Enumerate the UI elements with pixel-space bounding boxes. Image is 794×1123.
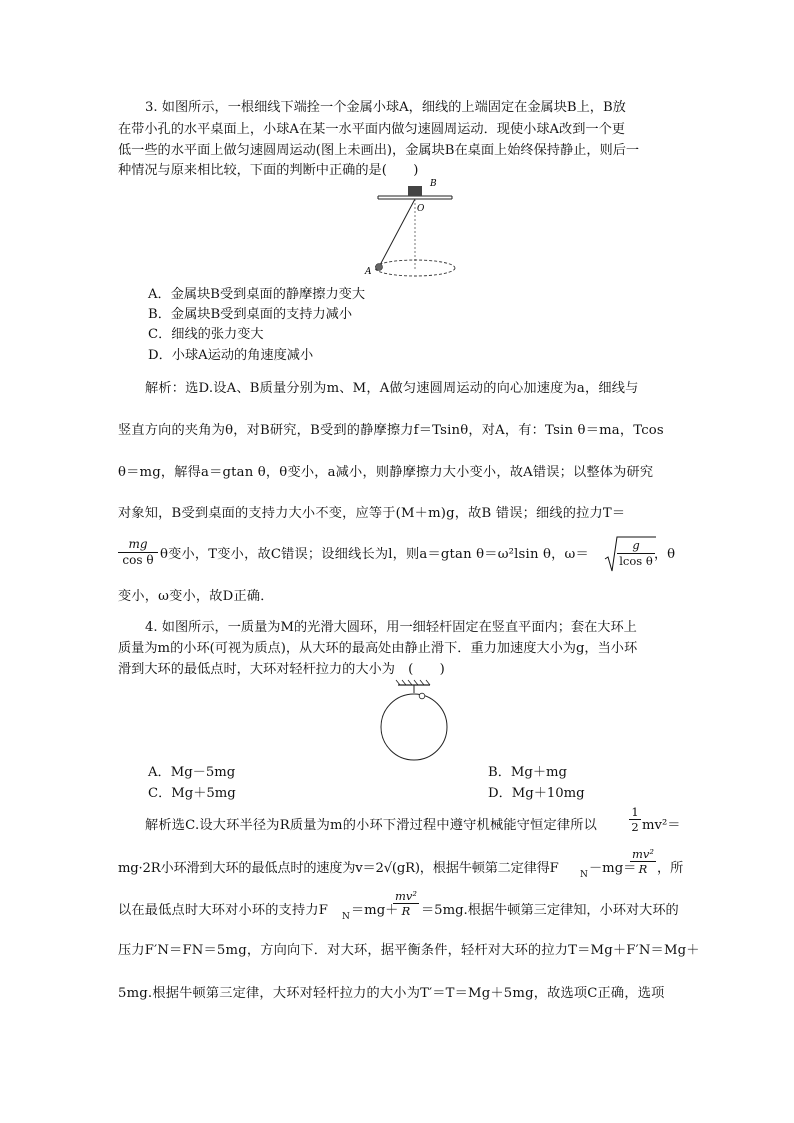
q4-text-line-1: 4. 如图所示，一质量为M的光滑大圆环，用一细轻杆固定在竖直平面内；套在大环上 xyxy=(145,620,637,635)
frac2-denominator: R xyxy=(401,904,411,918)
q3-text-line-3: 低一些的水平面上做匀速圆周运动(图上未画出)，金属块B在桌面上始终保持静止，则后一 xyxy=(118,143,640,158)
q4-solution-line-3: 以在最低点时大环对小环的支持力F xyxy=(118,903,329,918)
q4-solution-line-2-tail: ，所 xyxy=(657,861,684,876)
q3-solution-line-1: 解析：选D.设A、B质量分别为m、M，A做匀速圆周运动的向心加速度为a，细线与 xyxy=(145,381,639,396)
q3-theta-tail: ，θ xyxy=(654,547,676,562)
q3-option-a: A．金属块B受到桌面的静摩擦力变大 xyxy=(148,287,366,302)
ball-a xyxy=(376,264,383,271)
q4-text-line-3: 滑到大环的最低点时，大环对轻杆拉力的大小为 ( ) xyxy=(118,662,445,677)
half-numerator: 1 xyxy=(629,805,641,820)
q4-option-d: D．Mg＋10mg xyxy=(488,786,585,801)
q3-solution-line-5: θ变小，T变小，故C错误；设细线长为l，则a＝gtan θ＝ω²lsin θ，ω＝ xyxy=(160,547,589,562)
label-b: B xyxy=(430,179,437,189)
q4-solution-line-4: 压力F′N＝FN＝5mg，方向向下．对大环，据平衡条件，轻杆对大环的拉力T＝Mg＋F′N＝Mg＋ xyxy=(118,943,700,958)
sqrt-denominator: lcos θ xyxy=(619,554,653,568)
q3-option-d: D．小球A运动的角速度减小 xyxy=(148,348,314,363)
q3-text-line-4: 种情况与原来相比较，下面的判断中正确的是( ) xyxy=(118,163,419,178)
q3-text-line-1: 3. 如图所示，一根细线下端拴一个金属小球A，细线的上端固定在金属块B上，B放 xyxy=(145,100,626,115)
label-o: O xyxy=(417,204,425,214)
q3-option-c: C．细线的张力变大 xyxy=(148,327,264,342)
q4-option-a: A．Mg－5mg xyxy=(148,765,236,780)
q4-solution-line-1-tail: mv²＝ xyxy=(642,818,681,833)
q3-pendulum-figure xyxy=(365,176,470,284)
q4-solution-line-3-mid: ＝mg＋ xyxy=(351,903,399,918)
q3-solution-line-4: 对象知，B受到桌面的支持力大小不变，应等于(M＋m)g，故B 错误；细线的拉力T＝ xyxy=(118,506,626,521)
half-denominator: 2 xyxy=(631,820,639,834)
q4-solution-line-3-tail: ＝5mg.根据牛顿第三定律知，小环对大环的 xyxy=(421,903,679,918)
fraction-mv2-over-r-1 xyxy=(630,847,656,876)
q3-option-b: B．金属块B受到桌面的支持力减小 xyxy=(148,307,353,322)
frac1-denominator: R xyxy=(638,862,648,876)
q4-solution-line-1: 解析选C.设大环半径为R质量为m的小环下滑过程中遵守机械能守恒定律所以 xyxy=(145,818,598,833)
q4-option-b: B．Mg＋mg xyxy=(488,765,567,780)
fraction-mv2-over-r-2 xyxy=(393,889,419,918)
subscript-n-2: N xyxy=(342,912,350,922)
fraction-denominator: cos θ xyxy=(122,553,154,567)
q4-text-line-2: 质量为m的小环(可视为质点)，从大环的最高处由静止滑下．重力加速度大小为g，当小环 xyxy=(118,641,638,656)
q4-option-c: C．Mg＋5mg xyxy=(148,786,236,801)
large-ring xyxy=(381,694,447,760)
q4-ring-figure xyxy=(376,680,452,766)
fraction-mg-over-cos xyxy=(118,537,158,568)
sqrt-fraction-omega xyxy=(604,535,656,573)
q4-solution-line-2: mg·2R小环滑到大环的最低点时的速度为v＝2√(gR)，根据牛顿第二定律得F xyxy=(118,861,559,876)
fraction-one-half xyxy=(629,805,641,834)
frac1-numerator: mv² xyxy=(631,847,654,861)
fraction-numerator: mg xyxy=(118,537,158,553)
q4-solution-line-2-mid: －mg＝ xyxy=(589,861,637,876)
q3-solution-line-6: 变小，ω变小，故D正确． xyxy=(118,589,274,604)
q3-text-line-2: 在带小孔的水平桌面上，小球A在某一水平面内做匀速圆周运动．现使小球A改到一个更 xyxy=(118,122,625,137)
frac2-numerator: mv² xyxy=(394,889,417,903)
small-ring xyxy=(419,693,425,699)
q4-solution-line-5: 5mg.根据牛顿第三定律，大环对轻杆拉力的大小为T′＝T＝Mg＋5mg，故选项C正确，选项 xyxy=(118,986,665,1001)
label-a: A xyxy=(365,267,372,277)
q3-solution-line-3: θ＝mg，解得a＝gtan θ，θ变小，a减小，则静摩擦力大小变小，故A错误；以整体为研究 xyxy=(118,465,654,480)
q3-solution-line-2: 竖直方向的夹角为θ，对B研究，B受到的静摩擦力f＝Tsinθ，对A，有：Tsin θ＝ma，Tcos xyxy=(118,423,664,438)
metal-block-b xyxy=(408,186,422,196)
string-line xyxy=(379,199,415,267)
subscript-n: N xyxy=(580,870,588,880)
sqrt-numerator: g xyxy=(617,538,655,554)
